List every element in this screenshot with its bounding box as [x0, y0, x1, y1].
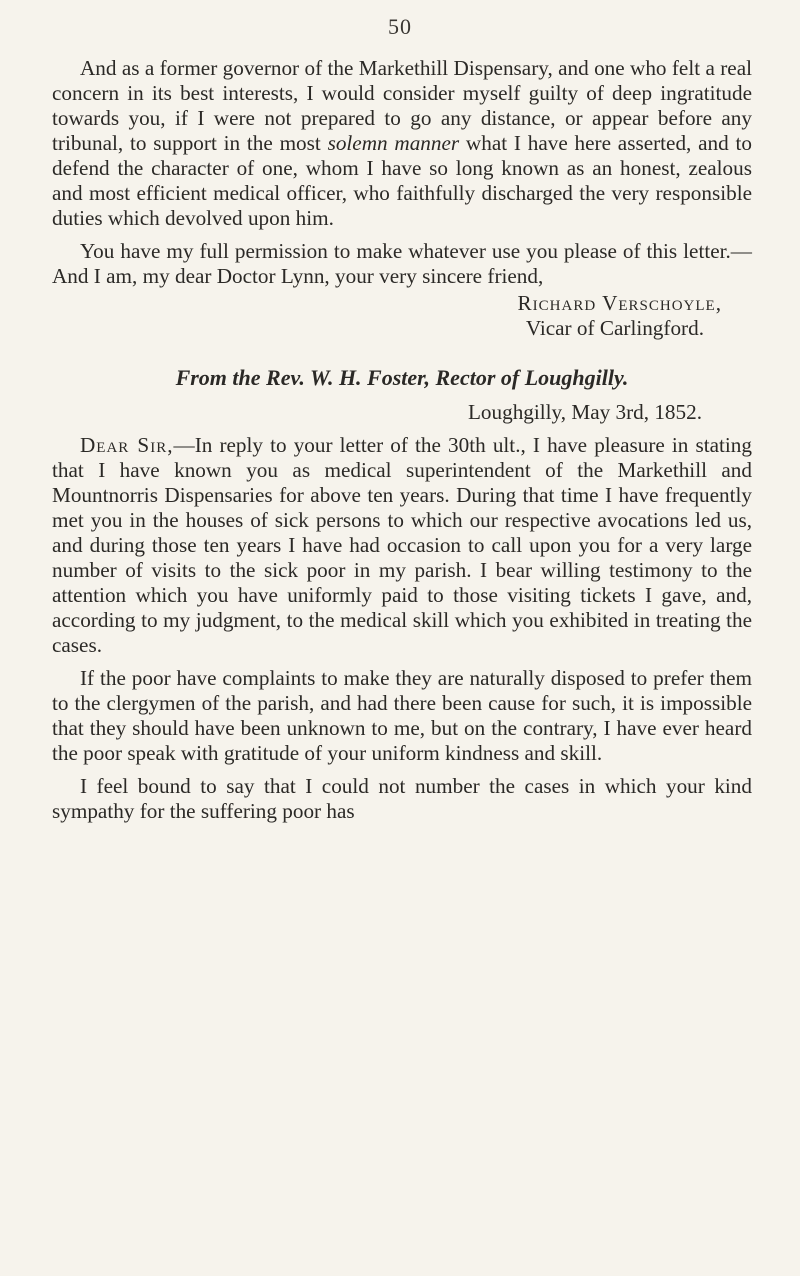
paragraph-1 — [52, 56, 752, 231]
dateline: Loughgilly, May 3rd, 1852. — [467, 400, 702, 424]
letter-heading: From the Rev. W. H. Foster, Rector of Loughgilly. — [175, 365, 629, 390]
signature-name: Richard Verschoyle, — [517, 291, 722, 315]
salutation: Dear Sir, — [80, 433, 174, 457]
paragraph-1-pre: And as a former governor of the Markethill Dispensary, and one who felt a real concern in its best interests, I would consider myself guilty of deep ingratitude towards you, if I were not prepared to go any distance, or appear before any tribunal, to support in the most — [52, 56, 752, 155]
paragraph-4: If the poor have complaints to make they are naturally disposed to prefer them to the clergymen of the parish, and had there been cause for such, it is impossible that they should have been unknown to me, but on the contrary, I have ever heard the poor speak with gratitude of your uniform kindness and skill. — [52, 666, 752, 765]
text-column — [52, 56, 752, 824]
paragraph-1-post: what I have here asserted, and to defend the character of one, whom I have so long known as an honest, zealous and most efficient medical officer, who faithfully discharged the very responsible duties which devolved upon him. — [52, 131, 752, 230]
signature-role: Vicar of Carlingford. — [525, 316, 704, 340]
paragraph-3-body: —In reply to your letter of the 30th ult., I have pleasure in stating that I have known you as medical superintendent of the Markethill and Mountnorris Dispensaries for above ten years. During that time I have frequently met you in the houses of sick persons to which our respective avocations led us, and during those ten years I have had occasion to call upon you for a very large number of visits to the sick poor in my parish. I bear willing testimony to the attention which you have uniformly paid to those visiting tickets I gave, and, according to my judgment, to the medical skill which you exhibited in treating the cases. — [52, 433, 752, 657]
paragraph-3 — [52, 433, 752, 658]
page-number: 50 — [388, 14, 412, 39]
paragraph-1-emphasis: solemn manner — [327, 131, 460, 155]
paragraph-5: I feel bound to say that I could not number the cases in which your kind sympathy for the suffering poor has — [52, 774, 752, 823]
paragraph-2: You have my full permission to make whatever use you please of this letter.—And I am, my dear Doctor Lynn, your very sincere friend, — [52, 239, 752, 288]
